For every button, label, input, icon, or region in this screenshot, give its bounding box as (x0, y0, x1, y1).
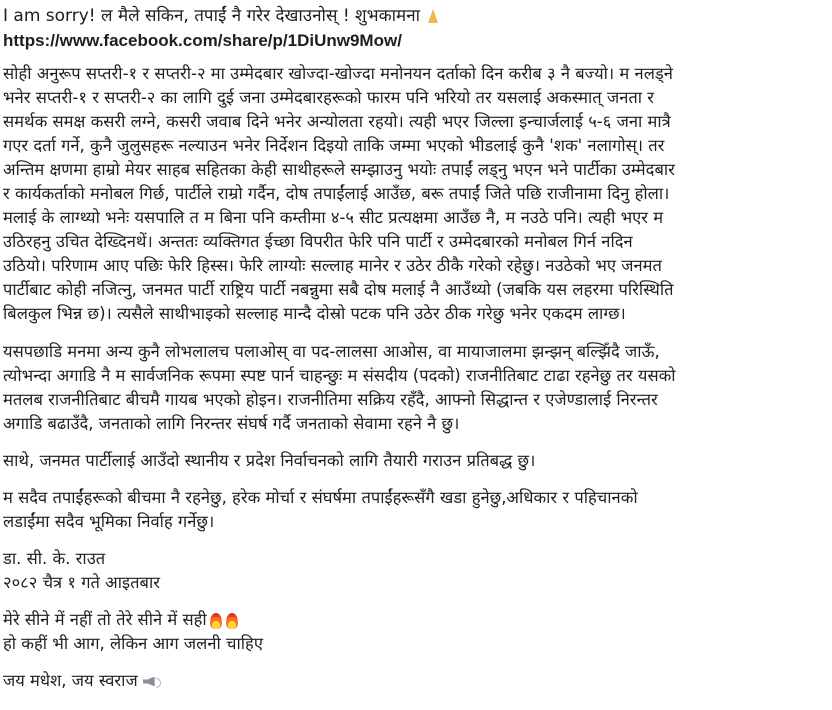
paragraph-2-line: मतलब राजनीतिबाट बीचमै गायब भएको होइन। राजनीतिमा सक्रिय रहँदै, आफ्नो सिद्धान्त र एजेण्डालाई निरन्तर (3, 390, 658, 409)
paragraph-1-line: उठिरहनु उचित देख्दिनथें। अन्ततः व्यक्तिगत ईच्छा विपरीत फेरि पनि पार्टी र उम्मेदबारको मनोबल गिर्न नदिन (3, 232, 633, 251)
couplet-line-1 (3, 608, 239, 632)
paragraph-3: साथे, जनमत पार्टीलाई आउँदो स्थानीय र प्रदेश निर्वाचनको लागि तैयारी गराउन प्रतिबद्ध छु। (3, 451, 536, 470)
folded-hands-icon (423, 8, 443, 24)
paragraph-1-line: र कार्यकर्ताको मनोबल गिर्छ, पार्टीले राम्रो गर्दैन, दोष तपाईंलाई आउँछ, बरू तपाईं जिते पछि राजीनामा दिनु होला। (3, 184, 670, 203)
closing-line (3, 669, 161, 693)
header-text: I am sorry! ल मैले सकिन, तपाईं नै गरेर देखाउनोस् ! शुभकामना (3, 6, 421, 26)
paragraph-1-line: मलाई के लाग्थ्यो भनेः यसपालि त म बिना पनि कम्तीमा ४-५ सीट प्रत्यक्षमा आउँछ नै, म नउठे पनि। त्यही भएर म (3, 208, 664, 227)
signature-date: २०८२ चैत्र १ गते आइतबार (3, 573, 160, 592)
paragraph-1-line: गएर दर्ता गर्ने, कुनै जुलुसहरू नल्याउन भनेर निर्देशन दिइयो ताकि जम्मा भएको भीडलाई कुनै 'शक' नलागोस्। तर (3, 136, 665, 155)
paragraph-4-line: म सदैव तपाईंहरूको बीचमा नै रहनेछु, हरेक मोर्चा र संघर्षमा तपाईंहरूसँगै खडा हुनेछु,अधिकार र पहिचानको (3, 488, 638, 507)
paragraph-1-line: भनेर सप्तरी-१ र सप्तरी-२ का लागि दुई जना उम्मेदबारहरूको फारम पनि भरियो तर यसलाई अकस्मात् जनता र (3, 88, 655, 107)
post-header-line (3, 4, 443, 28)
fire-icon (225, 612, 239, 630)
paragraph-2-line: त्योभन्दा अगाडि नै म सार्वजनिक रूपमा स्पष्ट पार्न चाहन्छुः म संसदीय (पदको) राजनीतिबाट टाढा रहनेछु तर यसको (3, 366, 676, 385)
share-link-row (3, 29, 402, 53)
couplet-text: मेरे सीने में नहीं तो तेरे सीने में सही (3, 610, 207, 629)
paragraph-1-line: बिलकुल भिन्न छ)। त्यसैले साथीभाइको सल्लाह मान्दै दोस्रो पटक पनि उठेर ठीक गरेछु भनेर एकदम लाग्छ। (3, 304, 626, 323)
paragraph-1-line: अन्तिम क्षणमा हाम्रो मेयर साहब सहितका केही साथीहरूले सम्झाउनु भयोः तपाईं लड्नु भएन भने पार्टीका उम्मेदबार (3, 160, 675, 179)
paragraph-1-line: उठियो। परिणाम आए पछिः फेरि हिस्स। फेरि लाग्योः सल्लाह मानेर र उठेर ठीकै गरेको रहेछु। नउठेको भए जनमत (3, 256, 662, 275)
signature-name: डा. सी. के. राउत (3, 549, 106, 568)
share-link[interactable]: https://www.facebook.com/share/p/1DiUnw9Mow/ (3, 31, 402, 50)
closing-text: जय मधेश, जय स्वराज (3, 671, 138, 690)
paragraph-2-line: यसपछाडि मनमा अन्य कुनै लोभलालच पलाओस् वा पद-लालसा आओस, वा मायाजालमा झन्झन् बल्झिँदै जाऊँ, (3, 342, 660, 361)
paragraph-1-line: सोही अनुरूप सप्तरी-१ र सप्तरी-२ मा उम्मेदबार खोज्दा-खोज्दा मनोनयन दर्ताको दिन करीब ३ नै बज्यो। म नलड्ने (3, 64, 673, 83)
paragraph-2-line: अगाडि बढाउँदै, जनताको लागि निरन्तर संघर्ष गर्दै जनताको सेवामा रहने नै छु। (3, 414, 460, 433)
paragraph-1-line: पार्टीबाट कोही नजित्नु, जनमत पार्टी राष्ट्रिय पार्टी नबन्नुमा सबै दोष मलाई नै आउँथ्यो (जबकि यस लहरमा परिस्थिति (3, 280, 674, 299)
megaphone-icon (141, 674, 161, 690)
fire-icon (209, 612, 223, 630)
paragraph-4-line: लडाईंमा सदैव भूमिका निर्वाह गर्नेछु। (3, 512, 215, 531)
couplet-line-2: हो कहीं भी आग, लेकिन आग जलनी चाहिए (3, 634, 263, 653)
paragraph-1-line: समर्थक समक्ष कसरी लग्ने, कसरी जवाब दिने भनेर अन्योलता रहयो। त्यही भएर जिल्ला इन्चार्जलाई ५-६ जना मात्रै (3, 112, 671, 131)
